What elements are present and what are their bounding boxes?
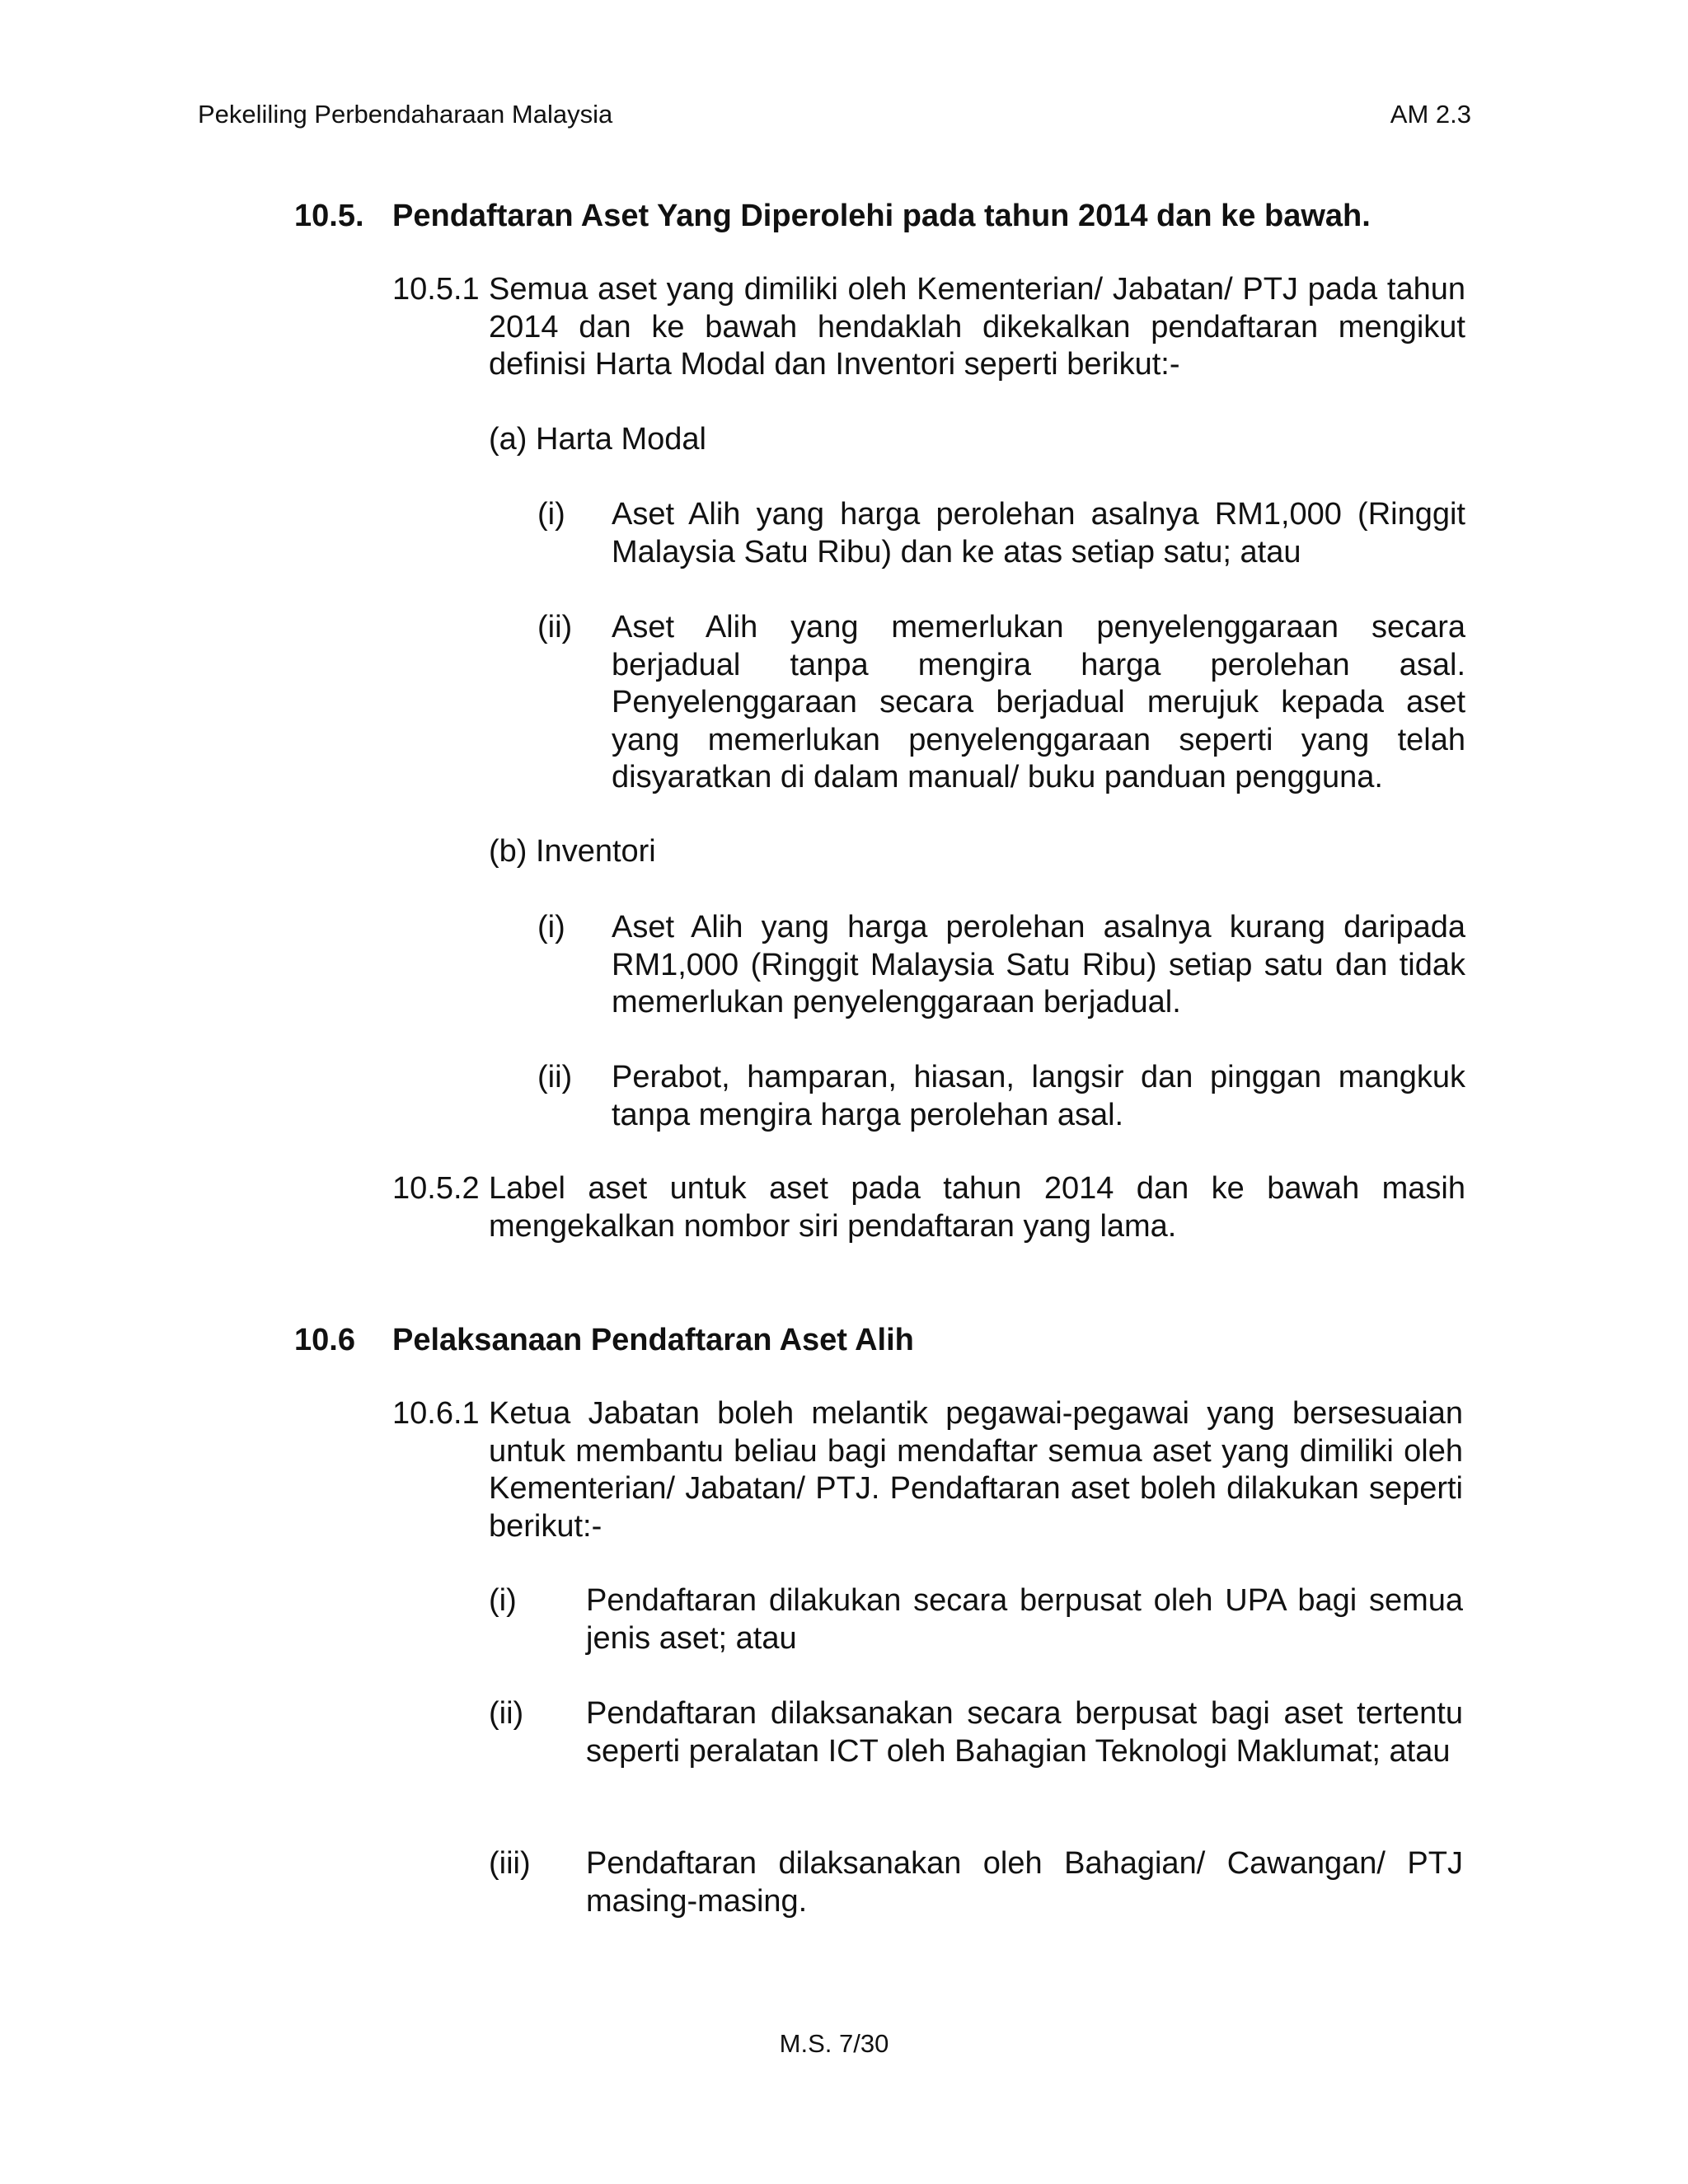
section-title: Pendaftaran Aset Yang Diperolehi pada tahun 2014 dan ke bawah. — [392, 199, 1371, 233]
paragraph-number: 10.5.2 — [392, 1171, 480, 1206]
subsection-label: (a) Harta Modal — [489, 422, 706, 457]
list-item-number: (iii) — [489, 1846, 531, 1881]
header-code: AM 2.3 — [1390, 100, 1471, 129]
list-item-number: (ii) — [489, 1696, 524, 1731]
list-item-text: Pendaftaran dilaksanakan secara berpusat bagi aset tertentu seperti peralatan ICT oleh Bahagian Teknologi Maklumat; atau — [586, 1696, 1463, 1769]
list-item-number: (i) — [537, 497, 565, 532]
paragraph-number: 10.5.1 — [392, 272, 480, 307]
list-item-text: Pendaftaran dilakukan secara berpusat oleh UPA bagi semua jenis aset; atau — [586, 1583, 1463, 1656]
list-item-text: Pendaftaran dilaksanakan oleh Bahagian/ Cawangan/ PTJ masing-masing. — [586, 1846, 1463, 1919]
paragraph-text: Label aset untuk aset pada tahun 2014 dan ke bawah masih mengekalkan nombor siri pendaftaran yang lama. — [489, 1171, 1465, 1244]
header-title: Pekeliling Perbendaharaan Malaysia — [198, 100, 613, 129]
paragraph-text: Ketua Jabatan boleh melantik pegawai-pegawai yang bersesuaian untuk membantu beliau bagi mendaftar semua aset yang dimiliki oleh Kementerian/ Jabatan/ PTJ. Pendaftaran aset boleh dilakukan seperti berikut:- — [489, 1396, 1463, 1544]
paragraph-text: Semua aset yang dimiliki oleh Kementerian/ Jabatan/ PTJ pada tahun 2014 dan ke bawah hendaklah dikekalkan pendaftaran mengikut definisi Harta Modal dan Inventori seperti berikut:- — [489, 272, 1465, 382]
list-item-number: (ii) — [537, 1060, 573, 1094]
list-item-text: Aset Alih yang memerlukan penyelenggaraan secara berjadual tanpa mengira harga perolehan asal. Penyelenggaraan secara berjadual merujuk kepada aset yang memerlukan penyelenggaraan seperti yang telah disyaratkan di dalam manual/ buku panduan pengguna. — [612, 610, 1465, 794]
section-number: 10.6 — [294, 1323, 355, 1357]
page-number: M.S. 7/30 — [779, 2029, 889, 2058]
list-item-text: Aset Alih yang harga perolehan asalnya kurang daripada RM1,000 (Ringgit Malaysia Satu Ribu) setiap satu dan tidak memerlukan penyelenggaraan berjadual. — [612, 910, 1465, 1019]
section-number: 10.5. — [294, 199, 364, 233]
list-item-number: (i) — [537, 910, 565, 944]
subsection-label: (b) Inventori — [489, 834, 656, 869]
list-item-number: (ii) — [537, 610, 573, 644]
paragraph-number: 10.6.1 — [392, 1396, 480, 1431]
list-item-text: Perabot, hamparan, hiasan, langsir dan pinggan mangkuk tanpa mengira harga perolehan asal. — [612, 1060, 1465, 1132]
section-title: Pelaksanaan Pendaftaran Aset Alih — [392, 1323, 914, 1357]
list-item-number: (i) — [489, 1583, 517, 1618]
list-item-text: Aset Alih yang harga perolehan asalnya RM1,000 (Ringgit Malaysia Satu Ribu) dan ke atas setiap satu; atau — [612, 497, 1465, 569]
